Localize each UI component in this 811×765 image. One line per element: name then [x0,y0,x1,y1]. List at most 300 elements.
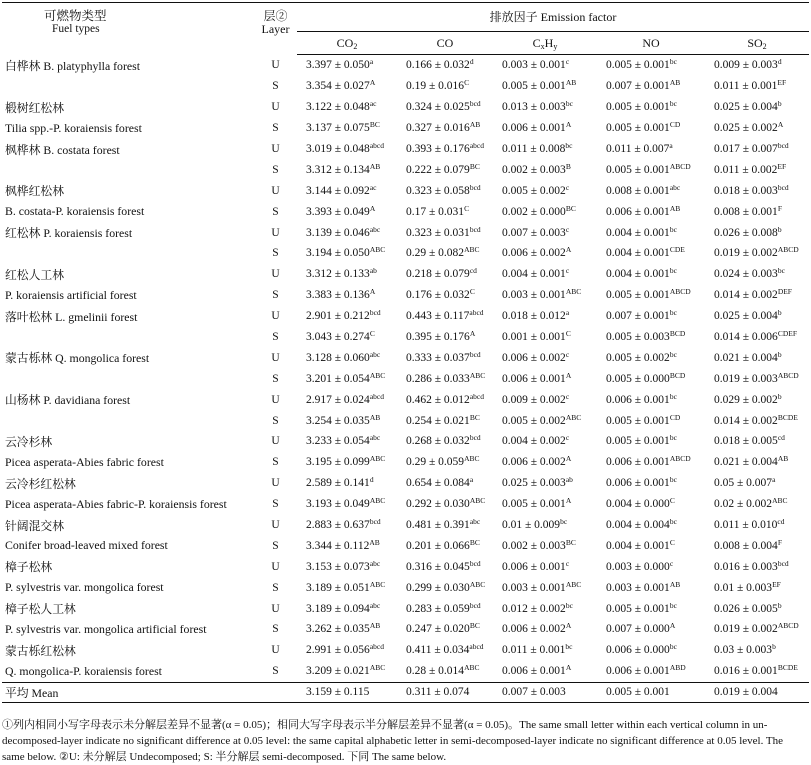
value-text: 2.901 ± 0.212 [306,310,370,323]
value-text: 0.006 ± 0.002 [502,456,566,469]
value-text: 0.166 ± 0.032 [406,59,470,72]
fuel-type-name: 枫桦林 B. costata forest [5,142,120,157]
emission-value [297,76,397,97]
significance-letter: B [565,161,571,171]
emission-value [297,327,397,348]
significance-letter: a [565,308,570,318]
value-text: 0.007 ± 0.001 [606,80,670,93]
note-text: ①列内相同小写字母表示未分解层差异不显著(α = 0.05)；相同大写字母表示半分解层差异不显著(α = 0.05)。The same small letter within each vertical column in un-decomposed-layer indicate no significant difference at 0.05 level: the same capital alphabetic letter in semi-decomposed-layer indicate no significant difference at 0.05 level. The same below. ②U: 未分解层 Undecomposed; S: 半分解层 semi-decomposed. 下同 The same below. [2,719,783,763]
emission-value [297,264,397,285]
value-text: 0.006 ± 0.001 [502,122,566,135]
significance-letter: bc [560,517,568,527]
value-text: 0.026 ± 0.008 [714,226,778,239]
significance-letter: abc [369,558,381,568]
emission-value [493,55,597,76]
emission-value [597,306,705,327]
value-text: 3.043 ± 0.274 [306,331,370,344]
emission-value [705,97,809,118]
emission-value [397,180,493,201]
significance-letter: bc [565,99,573,109]
value-text: 0.026 ± 0.005 [714,602,778,615]
significance-letter: bcd [369,517,381,527]
emission-value [397,201,493,222]
value-text: 0.007 ± 0.003 [502,226,566,239]
value-text: 0.005 ± 0.001 [606,59,670,72]
value-text: 3.019 ± 0.048 [306,143,370,155]
value-text: 3.137 ± 0.075 [306,122,370,135]
emission-value [705,515,809,536]
fuel-type-name: 樟子松林 [5,560,53,575]
significance-letter: BC [565,537,576,547]
emission-value [493,76,597,97]
value-text: 0.005 ± 0.001 [606,289,670,302]
value-text: 0.011 ± 0.008 [502,143,566,155]
value-text: 0.011 ± 0.010 [714,519,778,532]
significance-letter: ABC [469,579,486,589]
significance-letter: AB [669,203,681,213]
value-text: 0.021 ± 0.004 [714,456,778,469]
layer-code: S [272,665,279,678]
table-row [2,494,809,515]
significance-letter: ABD [669,663,686,673]
significance-letter: CDE [669,245,685,255]
significance-letter: b [777,308,782,318]
significance-letter: bc [669,57,677,67]
value-text: 3.189 ± 0.094 [306,602,370,615]
significance-letter: BCDE [777,663,798,673]
value-text: 0.003 ± 0.001 [502,581,566,594]
value-text: 0.411 ± 0.034 [406,644,470,657]
emission-value [297,410,397,431]
mean-row [2,682,809,702]
value-text: 0.024 ± 0.003 [714,268,778,281]
significance-letter: ABCD [669,287,691,297]
table-row [2,180,809,201]
significance-letter: AB [777,454,789,464]
value-text: 0.004 ± 0.001 [606,247,670,260]
emission-value [597,159,705,180]
significance-letter: abcd [469,308,484,318]
value-text: 0.002 ± 0.003 [502,539,566,552]
significance-letter: bcd [469,558,481,568]
value-text: 0.176 ± 0.032 [406,289,470,302]
fuel-type-name [2,327,254,348]
emission-value [705,452,809,473]
significance-letter: A [565,496,572,506]
value-text: 0.018 ± 0.012 [502,310,566,323]
significance-letter: CDEF [777,329,797,339]
table-row [2,535,809,556]
significance-letter: bcd [469,224,481,234]
value-text: 0.004 ± 0.001 [606,268,670,281]
value-text: 0.654 ± 0.084 [406,477,470,490]
emission-value [597,640,705,661]
emission-value [397,661,493,682]
significance-letter: BC [469,537,480,547]
value-text: 0.333 ± 0.037 [406,351,470,364]
significance-letter: DEF [777,287,792,297]
fuel-type-name: Q. mongolica-P. koraiensis forest [5,663,162,678]
emission-value [705,619,809,640]
value-text: 0.005 ± 0.002 [502,184,566,197]
value-text: 0.004 ± 0.002 [502,435,566,448]
value-text: 3.397 ± 0.050 [306,59,370,72]
value-text: 0.004 ± 0.001 [502,268,566,281]
value-text: 0.008 ± 0.001 [714,205,778,218]
significance-letter: BCD [669,329,686,339]
header-layer [254,3,297,55]
fuel-type-name: 红松林 P. koraiensis forest [5,226,133,241]
emission-value [397,118,493,139]
value-text: 0.005 ± 0.001 [502,80,566,93]
value-text: 0.327 ± 0.016 [406,122,470,135]
value-text: 0.292 ± 0.030 [406,498,470,511]
emission-value [493,452,597,473]
significance-letter: ABC [369,579,386,589]
significance-letter: a [469,475,474,485]
significance-letter: C [669,537,675,547]
significance-letter: cd [469,266,477,276]
emission-value [297,243,397,264]
emission-value [705,473,809,494]
value-text: 0.007 ± 0.000 [606,623,670,636]
value-text: 0.05 ± 0.007 [714,477,773,490]
significance-letter: c [565,558,570,568]
layer-code: U [271,59,280,72]
layer-code: S [272,331,279,344]
emission-value [705,118,809,139]
value-text: 0.006 ± 0.001 [502,560,566,573]
value-text: 0.29 ± 0.059 [406,456,465,469]
emission-value [297,180,397,201]
significance-letter: abc [469,517,481,527]
significance-letter: abc [369,433,381,443]
significance-letter: bc [669,391,677,401]
significance-letter: AB [369,412,381,422]
value-text: 0.201 ± 0.066 [406,539,470,552]
value-text: 0.011 ± 0.001 [502,644,566,657]
header-gas-3: NO [597,32,705,55]
value-text: 0.02 ± 0.002 [714,498,773,511]
significance-letter: c [565,391,570,401]
layer-code: S [272,247,279,260]
significance-letter: c [565,57,570,67]
significance-letter: b [777,224,782,234]
emission-value [493,159,597,180]
table-row [2,410,809,431]
emission-value [297,118,397,139]
value-text: 0.218 ± 0.079 [406,268,470,281]
significance-letter: EF [777,161,787,171]
layer-code: U [271,644,280,657]
table-row [2,159,809,180]
value-text: 0.17 ± 0.031 [406,205,465,218]
value-text: 0.025 ± 0.003 [502,477,566,490]
emission-value [397,55,493,76]
emission-value [493,535,597,556]
value-text: 0.29 ± 0.082 [406,247,465,260]
significance-letter: C [669,496,675,506]
emission-value [297,431,397,452]
emission-value [493,577,597,598]
significance-letter: C [469,287,475,297]
value-text: 0.222 ± 0.079 [406,163,470,176]
emission-value [297,535,397,556]
significance-letter: bc [669,642,677,652]
emission-value [297,347,397,368]
significance-letter: BCD [669,370,686,380]
value-text: 3.312 ± 0.134 [306,163,370,176]
emission-value [705,264,809,285]
emission-value [705,306,809,327]
emission-value [297,619,397,640]
emission-value [397,556,493,577]
value-text: 0.005 ± 0.001 [606,602,670,615]
emission-value [705,159,809,180]
table-row [2,368,809,389]
emission-value [297,222,397,243]
significance-letter: bc [669,308,677,318]
value-text: 0.005 ± 0.001 [502,498,566,511]
significance-letter: abc [369,600,381,610]
emission-value [397,306,493,327]
table-row [2,264,809,285]
value-text: 0.002 ± 0.003 [502,163,566,176]
fuel-type-name: 樟子松人工林 [5,602,76,617]
fuel-type-name [2,76,254,97]
value-text: 0.014 ± 0.006 [714,331,778,344]
table-row [2,431,809,452]
value-text: 0.014 ± 0.002 [714,289,778,302]
table-row [2,327,809,348]
significance-letter: ABC [369,496,386,506]
emission-value [597,243,705,264]
value-text: 0.283 ± 0.059 [406,602,470,615]
significance-letter: AB [369,621,381,631]
mean-layer-empty [254,682,297,702]
mean-value: 3.159 ± 0.115 [297,682,397,702]
significance-letter: c [565,182,570,192]
value-text: 0.006 ± 0.001 [606,456,670,469]
value-text: 0.006 ± 0.002 [502,247,566,260]
emission-value [297,201,397,222]
value-text: 0.01 ± 0.009 [502,519,561,532]
value-text: 0.025 ± 0.004 [714,101,778,114]
significance-letter: bc [669,349,677,359]
emission-value [297,577,397,598]
table-row [2,306,809,327]
table-row [2,619,809,640]
emission-value [705,76,809,97]
table-row [2,452,809,473]
significance-letter: abcd [469,642,484,652]
value-text: 2.589 ± 0.141 [306,477,370,490]
value-text: 0.009 ± 0.003 [714,59,778,72]
mean-value: 0.005 ± 0.001 [597,682,705,702]
emission-value [297,598,397,619]
emission-value [397,598,493,619]
emission-value [597,431,705,452]
significance-letter: C [369,329,375,339]
significance-letter: ABCD [669,161,691,171]
header-fuel-types-en: Fuel types [52,23,100,35]
value-text: 0.008 ± 0.001 [606,184,670,197]
emission-value [493,619,597,640]
value-text: 3.128 ± 0.060 [306,351,370,364]
emission-value [397,389,493,410]
significance-letter: A [565,370,572,380]
significance-letter: c [669,558,674,568]
significance-letter: ab [565,475,573,485]
significance-letter: F [777,537,782,547]
significance-letter: c [565,349,570,359]
value-text: 0.316 ± 0.045 [406,560,470,573]
table-row [2,97,809,118]
emission-value [397,285,493,306]
significance-letter: ABC [369,370,386,380]
value-text: 0.019 ± 0.002 [714,623,778,636]
emission-value [493,180,597,201]
emission-value [705,55,809,76]
value-text: 0.016 ± 0.003 [714,560,778,573]
emission-value [297,452,397,473]
value-text: 0.011 ± 0.001 [714,80,778,93]
fuel-type-name [2,368,254,389]
emission-value [705,222,809,243]
significance-letter: A [565,663,572,673]
fuel-type-name [2,243,254,264]
value-text: 3.194 ± 0.050 [306,247,370,260]
significance-letter: A [565,245,572,255]
emission-value [597,661,705,682]
layer-code: U [271,560,280,573]
significance-letter: d [469,57,474,67]
mean-value: 0.311 ± 0.074 [397,682,493,702]
value-text: 0.299 ± 0.030 [406,581,470,594]
value-text: 0.007 ± 0.001 [606,310,670,323]
value-text: 0.005 ± 0.001 [606,101,670,114]
significance-letter: b [777,600,782,610]
significance-letter: a [369,57,374,67]
value-text: 3.189 ± 0.051 [306,581,370,594]
significance-letter: bcd [469,349,481,359]
header-fuel-types-zh: 可燃物类型 [44,9,107,23]
value-text: 3.254 ± 0.035 [306,414,370,427]
significance-letter: bc [669,266,677,276]
value-text: 0.481 ± 0.391 [406,519,470,532]
significance-letter: AB [565,78,577,88]
layer-code: S [272,581,279,594]
fuel-type-name: 落叶松林 L. gmelinii forest [5,309,138,324]
value-text: 3.344 ± 0.112 [306,539,370,552]
emission-value [493,556,597,577]
emission-value [493,243,597,264]
layer-code: S [272,456,279,469]
value-text: 3.195 ± 0.099 [306,456,370,469]
significance-letter: AB [469,120,481,130]
header-gas-4: $SO_2$ [705,32,809,55]
layer-code: U [271,393,280,406]
emission-value [705,139,809,160]
emission-value [493,598,597,619]
header-layer-zh: 层② [263,9,288,23]
emission-value [597,389,705,410]
emission-value [493,515,597,536]
value-text: 2.991 ± 0.056 [306,644,370,657]
emission-value [597,535,705,556]
value-text: 0.393 ± 0.176 [406,143,470,155]
table-row [2,389,809,410]
header-gas-1: CO [397,32,493,55]
emission-value [493,118,597,139]
value-text: 0.004 ± 0.001 [606,539,670,552]
header-fuel-types [2,3,254,55]
emission-value [705,410,809,431]
emission-value [705,347,809,368]
significance-letter: F [777,203,782,213]
value-text: 0.029 ± 0.002 [714,393,778,406]
significance-letter: CD [669,120,681,130]
table-row [2,473,809,494]
emission-value [705,180,809,201]
significance-letter: b [777,99,782,109]
significance-letter: bcd [777,182,789,192]
value-text: 0.01 ± 0.003 [714,581,773,594]
emission-value [297,515,397,536]
value-text: 3.354 ± 0.027 [306,80,370,93]
fuel-type-name: Conifer broad-leaved mixed forest [5,538,168,553]
value-text: 3.144 ± 0.092 [306,184,370,197]
significance-letter: A [777,120,784,130]
emission-value [705,494,809,515]
fuel-type-name: 云冷杉林 [5,434,53,449]
significance-letter: ABCD [777,621,799,631]
emission-value [597,347,705,368]
significance-letter: ABC [464,663,480,673]
emission-value [597,473,705,494]
emission-value [493,97,597,118]
significance-letter: d [777,57,782,67]
header-gas-2: $C_xH_y$ [493,32,597,55]
significance-letter: ABC [469,370,486,380]
significance-letter: A [565,621,572,631]
fuel-type-name: Picea asperata-Abies fabric forest [5,454,164,469]
significance-letter: ABCD [777,245,799,255]
layer-code: S [272,163,279,176]
table-row [2,243,809,264]
emission-value [297,473,397,494]
value-text: 0.013 ± 0.003 [502,101,566,114]
emission-value [597,598,705,619]
layer-code: S [272,122,279,135]
emission-value [397,619,493,640]
significance-letter: b [772,642,776,652]
layer-code: S [272,623,279,636]
value-text: 0.462 ± 0.012 [406,393,470,406]
header-gas-0: $CO_2$ [297,32,397,55]
significance-letter: ABC [565,287,582,297]
fuel-type-name: 椴树红松林 [5,100,64,115]
header-emission-factor: 排放因子 Emission factor [297,3,809,32]
emission-value [297,306,397,327]
significance-letter: AB [669,579,681,589]
value-text: 0.006 ± 0.001 [606,665,670,678]
layer-code: U [271,435,280,448]
emission-value [705,577,809,598]
value-text: 3.209 ± 0.021 [306,665,370,678]
fuel-type-name: P. koraiensis artificial forest [5,287,137,302]
emission-value [297,640,397,661]
